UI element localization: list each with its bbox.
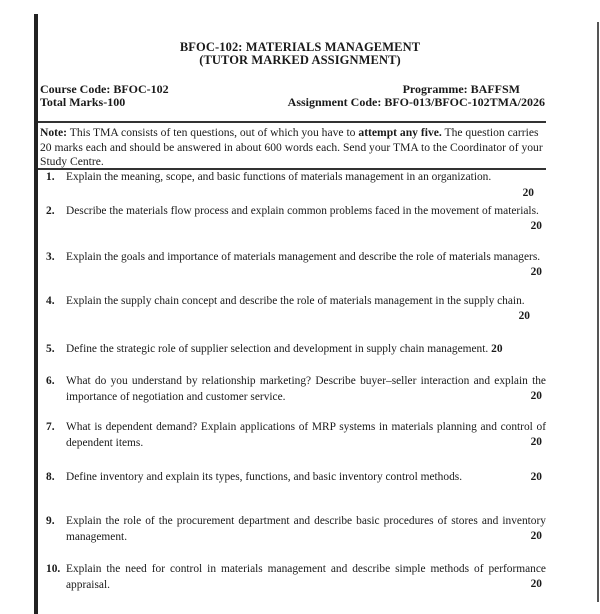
question-marks: 20 [530, 390, 542, 402]
question-number: 3. [46, 251, 55, 263]
question-number: 4. [46, 295, 55, 307]
question-number: 2. [46, 205, 55, 217]
divider-top [38, 121, 546, 123]
question-text: Define inventory and explain its types, functions, and basic inventory control methods. [66, 471, 463, 483]
question-marks: 20 [530, 578, 542, 590]
question-text: Explain the supply chain concept and describe the role of materials management in the supply chain. [66, 295, 525, 307]
question-number: 7. [46, 421, 55, 433]
question-text: Explain the role of the procurement department and describe basic procedures of stores and inventory management. [66, 515, 546, 543]
question-number: 1. [46, 171, 55, 183]
question-marks: 20 [530, 471, 542, 483]
question-5 [46, 342, 546, 358]
page-right-border [597, 22, 599, 602]
document-subtitle: (TUTOR MARKED ASSIGNMENT) [199, 53, 401, 67]
question-4 [46, 294, 546, 322]
question-number: 5. [46, 343, 55, 355]
note-block [40, 126, 545, 170]
document-title: BFOC-102: MATERIALS MANAGEMENT [179, 40, 421, 54]
programme: Programme: BAFFSM [402, 82, 520, 96]
question-text: Explain the meaning, scope, and basic functions of materials management in an organization. [66, 171, 492, 183]
page-left-border [34, 14, 38, 614]
question-marks: 20 [530, 436, 542, 448]
question-marks: 20 [530, 220, 542, 232]
question-number: 8. [46, 471, 55, 483]
note-label: Note: [40, 126, 68, 139]
question-10 [46, 562, 546, 593]
total-marks: Total Marks-100 [40, 95, 126, 109]
question-7 [46, 420, 546, 451]
question-8 [46, 470, 546, 486]
question-9 [46, 514, 546, 545]
question-1 [46, 170, 546, 199]
question-text: Explain the need for control in materials management and describe simple methods of performance appraisal. [66, 563, 546, 591]
question-text: Define the strategic role of supplier selection and development in supply chain management. [66, 343, 489, 355]
question-text: What is dependent demand? Explain applications of MRP systems in materials planning and control of dependent items. [66, 421, 546, 449]
question-2 [46, 204, 546, 232]
question-marks: 20 [530, 266, 542, 278]
question-marks: 20 [530, 530, 542, 542]
course-code: Course Code: BFOC-102 [40, 82, 169, 96]
question-marks: 20 [491, 343, 503, 355]
question-number: 9. [46, 515, 55, 527]
question-6 [46, 374, 546, 405]
note-text-2: The question carries 20 marks each and should be answered in about 600 words each. Send your TMA to the Coordinator of your Study Centre. [40, 126, 543, 168]
question-number: 6. [46, 375, 55, 387]
question-text: Describe the materials flow process and explain common problems faced in the movement of materials. [66, 205, 539, 217]
question-text: Explain the goals and importance of materials management and describe the role of materials managers. [66, 251, 541, 263]
question-marks: 20 [518, 310, 530, 322]
question-number: 10. [46, 563, 61, 575]
note-text-1: This TMA consists of ten questions, out of which you have to [67, 126, 359, 139]
question-text: What do you understand by relationship marketing? Describe buyer–seller interaction and explain the importance of negotiation and customer service. [66, 375, 546, 403]
question-text-line [66, 342, 546, 358]
question-marks: 20 [522, 187, 534, 199]
assignment-code: Assignment Code: BFO-013/BFOC-102TMA/2026 [287, 95, 545, 109]
note-emphasis: attempt any five. [358, 126, 442, 139]
question-3 [46, 250, 546, 278]
